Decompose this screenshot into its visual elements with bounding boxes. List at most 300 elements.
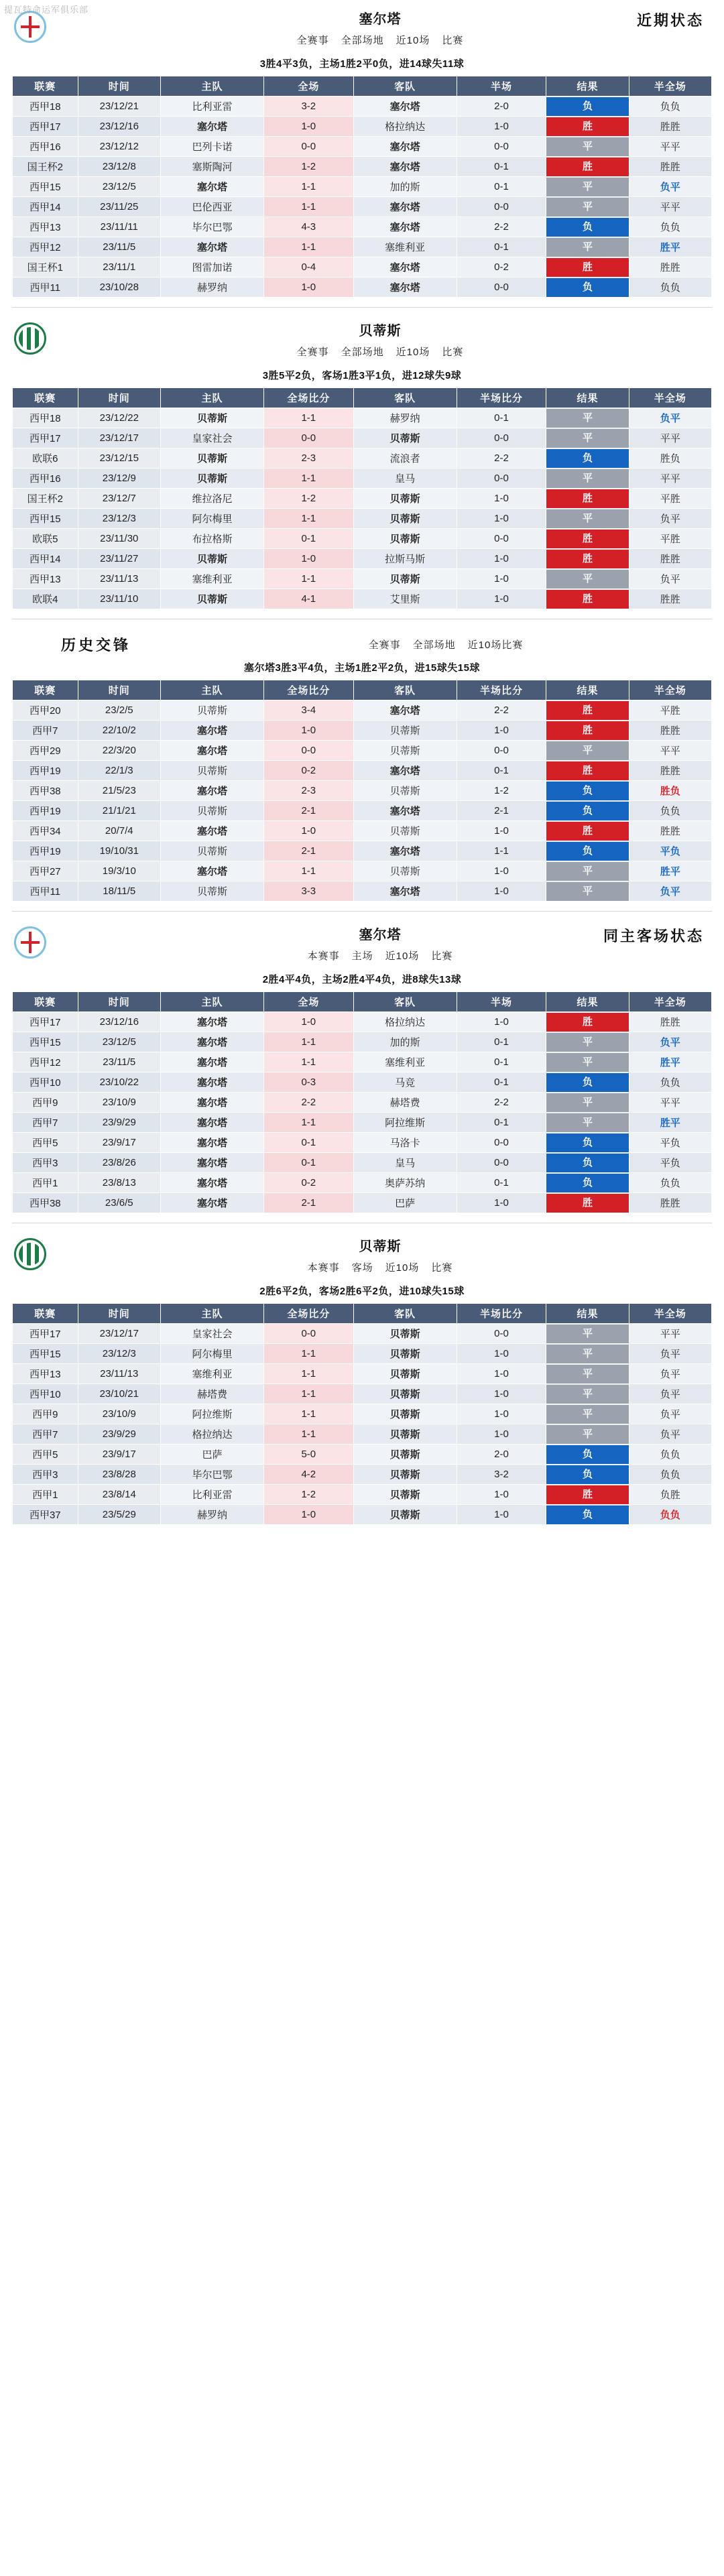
half-full-value: 平负 bbox=[660, 1138, 680, 1149]
filter-chip[interactable]: 近10场 bbox=[396, 347, 430, 358]
cell-league: 西甲14 bbox=[13, 549, 78, 569]
table-row[interactable] bbox=[13, 1505, 712, 1525]
cell-home-team: 赫罗纳 bbox=[160, 278, 263, 298]
half-full-value: 平平 bbox=[660, 141, 680, 153]
cell-halftime-score: 1-0 bbox=[457, 821, 546, 841]
cell-time: 21/5/23 bbox=[78, 781, 160, 801]
cell-time: 23/12/7 bbox=[78, 489, 160, 509]
column-header: 全场比分 bbox=[264, 680, 354, 700]
cell-fulltime-score: 1-1 bbox=[264, 1344, 354, 1364]
table-row[interactable] bbox=[13, 237, 712, 257]
section-summary: 3胜5平2负，客场1胜3平1负，进12球失9球 bbox=[262, 370, 462, 381]
cell-half-full bbox=[629, 1424, 711, 1445]
result-badge: 胜 bbox=[546, 258, 628, 277]
cell-home-team: 塞尔塔 bbox=[160, 861, 263, 881]
column-header: 结果 bbox=[546, 76, 629, 97]
half-full-value: 负负 bbox=[660, 222, 680, 233]
column-header: 联赛 bbox=[13, 76, 78, 97]
cell-league: 西甲34 bbox=[13, 821, 78, 841]
result-badge: 平 bbox=[546, 1425, 628, 1444]
column-header: 全场 bbox=[264, 992, 354, 1012]
result-badge: 平 bbox=[546, 178, 628, 196]
cell-time: 23/2/5 bbox=[78, 700, 160, 721]
table-row[interactable] bbox=[13, 489, 712, 509]
cell-half-full bbox=[629, 1113, 711, 1133]
half-full-value: 负平 bbox=[660, 574, 680, 585]
table-row[interactable] bbox=[13, 197, 712, 217]
section-celta-recent bbox=[0, 0, 724, 298]
table-row[interactable] bbox=[13, 157, 712, 177]
cell-result bbox=[546, 529, 629, 549]
cell-away-team: 塞尔塔 bbox=[353, 157, 457, 177]
cell-result bbox=[546, 489, 629, 509]
cell-away-team: 格拉纳达 bbox=[353, 117, 457, 137]
table-row[interactable] bbox=[13, 137, 712, 157]
cell-fulltime-score: 1-1 bbox=[264, 197, 354, 217]
cell-away-team: 贝蒂斯 bbox=[353, 741, 457, 761]
cell-halftime-score: 0-1 bbox=[457, 157, 546, 177]
cell-half-full bbox=[629, 1072, 711, 1093]
section-corner-title: 历史交锋 bbox=[60, 637, 131, 654]
cell-result bbox=[546, 157, 629, 177]
cell-home-team: 塞尔塔 bbox=[160, 1113, 263, 1133]
table-row[interactable] bbox=[13, 1424, 712, 1445]
table-row[interactable] bbox=[13, 408, 712, 428]
filter-chip[interactable]: 全赛事 bbox=[368, 639, 401, 651]
cell-fulltime-score: 2-1 bbox=[264, 801, 354, 821]
cell-away-team: 皇马 bbox=[353, 1153, 457, 1173]
cell-time: 23/12/3 bbox=[78, 509, 160, 529]
result-badge: 平 bbox=[546, 198, 628, 217]
cell-time: 23/12/21 bbox=[78, 97, 160, 117]
half-full-value: 平胜 bbox=[660, 705, 680, 717]
cell-half-full bbox=[629, 1344, 711, 1364]
cell-league: 西甲17 bbox=[13, 428, 78, 448]
filters bbox=[48, 1260, 712, 1274]
cell-time: 23/12/16 bbox=[78, 1012, 160, 1032]
filter-chip[interactable]: 比赛 bbox=[442, 347, 464, 358]
cell-half-full bbox=[629, 841, 711, 861]
table-row[interactable] bbox=[13, 529, 712, 549]
cell-half-full bbox=[629, 137, 711, 157]
column-header: 联赛 bbox=[13, 680, 78, 700]
cell-halftime-score: 1-0 bbox=[457, 1364, 546, 1384]
table-row[interactable] bbox=[13, 761, 712, 781]
cell-result bbox=[546, 1153, 629, 1173]
cell-time: 23/10/21 bbox=[78, 1384, 160, 1404]
cell-halftime-score: 0-1 bbox=[457, 1173, 546, 1193]
table-row[interactable] bbox=[13, 1465, 712, 1485]
cell-time: 23/11/1 bbox=[78, 257, 160, 278]
table-row[interactable] bbox=[13, 1193, 712, 1213]
column-header: 时间 bbox=[78, 992, 160, 1012]
table-row[interactable] bbox=[13, 569, 712, 589]
cell-half-full bbox=[629, 1052, 711, 1072]
cell-time: 23/9/17 bbox=[78, 1445, 160, 1465]
table-row[interactable] bbox=[13, 1153, 712, 1173]
cell-fulltime-score: 0-4 bbox=[264, 257, 354, 278]
cell-halftime-score: 1-0 bbox=[457, 721, 546, 741]
cell-half-full bbox=[629, 117, 711, 137]
cell-time: 23/12/9 bbox=[78, 469, 160, 489]
cell-fulltime-score: 1-1 bbox=[264, 1424, 354, 1445]
cell-time: 23/11/13 bbox=[78, 569, 160, 589]
table-row[interactable] bbox=[13, 700, 712, 721]
cell-half-full bbox=[629, 881, 711, 902]
result-badge: 负 bbox=[546, 278, 628, 297]
cell-halftime-score: 0-1 bbox=[457, 408, 546, 428]
table-row[interactable] bbox=[13, 1113, 712, 1133]
filter-chip[interactable]: 本赛事 bbox=[307, 950, 340, 962]
cell-fulltime-score: 3-2 bbox=[264, 97, 354, 117]
table-row[interactable] bbox=[13, 1445, 712, 1465]
cell-halftime-score: 0-0 bbox=[457, 1153, 546, 1173]
cell-home-team: 巴伦西亚 bbox=[160, 197, 263, 217]
cell-league: 西甲5 bbox=[13, 1133, 78, 1153]
cell-league: 西甲17 bbox=[13, 117, 78, 137]
filter-chip[interactable]: 比赛 bbox=[442, 35, 464, 46]
cell-halftime-score: 1-0 bbox=[457, 117, 546, 137]
cell-half-full bbox=[629, 1324, 711, 1344]
filter-chip[interactable]: 本赛事 bbox=[307, 1262, 340, 1274]
column-header: 主队 bbox=[160, 388, 263, 408]
cell-league: 西甲16 bbox=[13, 469, 78, 489]
half-full-value: 胜负 bbox=[660, 453, 680, 465]
cell-result bbox=[546, 721, 629, 741]
cell-fulltime-score: 2-2 bbox=[264, 1093, 354, 1113]
cell-fulltime-score: 0-3 bbox=[264, 1072, 354, 1093]
table-row[interactable] bbox=[13, 1384, 712, 1404]
cell-half-full bbox=[629, 448, 711, 469]
cell-league: 西甲13 bbox=[13, 569, 78, 589]
section-header bbox=[12, 7, 712, 51]
cell-halftime-score: 1-0 bbox=[457, 489, 546, 509]
cell-half-full bbox=[629, 1093, 711, 1113]
section-betis-away bbox=[0, 1227, 724, 1525]
table-row[interactable] bbox=[13, 781, 712, 801]
cell-result bbox=[546, 1193, 629, 1213]
half-full-value: 胜平 bbox=[660, 1057, 680, 1068]
result-badge: 胜 bbox=[546, 530, 628, 548]
table-row[interactable] bbox=[13, 217, 712, 237]
cell-league: 西甲15 bbox=[13, 177, 78, 197]
cell-fulltime-score: 0-0 bbox=[264, 137, 354, 157]
cell-result bbox=[546, 1173, 629, 1193]
cell-league: 西甲10 bbox=[13, 1384, 78, 1404]
cell-result bbox=[546, 700, 629, 721]
filter-chip[interactable]: 近10场 bbox=[385, 1262, 420, 1274]
filter-chip[interactable]: 近10场 bbox=[385, 950, 420, 962]
table-row[interactable] bbox=[13, 741, 712, 761]
cell-time: 23/12/17 bbox=[78, 428, 160, 448]
table-row[interactable] bbox=[13, 428, 712, 448]
cell-away-team: 贝蒂斯 bbox=[353, 821, 457, 841]
result-badge: 胜 bbox=[546, 721, 628, 740]
cell-league: 西甲20 bbox=[13, 700, 78, 721]
cell-league: 西甲37 bbox=[13, 1505, 78, 1525]
column-header: 半场 bbox=[457, 76, 546, 97]
cell-half-full bbox=[629, 1404, 711, 1424]
result-badge: 胜 bbox=[546, 1013, 628, 1032]
cell-halftime-score: 1-0 bbox=[457, 509, 546, 529]
cell-league: 欧联6 bbox=[13, 448, 78, 469]
cell-fulltime-score: 0-1 bbox=[264, 1133, 354, 1153]
cell-time: 23/8/13 bbox=[78, 1173, 160, 1193]
table-row[interactable] bbox=[13, 117, 712, 137]
cell-half-full bbox=[629, 1445, 711, 1465]
table-row[interactable] bbox=[13, 509, 712, 529]
cell-halftime-score: 2-1 bbox=[457, 801, 546, 821]
table-row[interactable] bbox=[13, 881, 712, 902]
cell-fulltime-score: 1-2 bbox=[264, 489, 354, 509]
cell-half-full bbox=[629, 781, 711, 801]
filter-chip[interactable]: 比赛 bbox=[431, 950, 453, 962]
result-badge: 负 bbox=[546, 449, 628, 468]
filter-chip[interactable]: 近10场比赛 bbox=[467, 639, 524, 651]
cell-halftime-score: 0-0 bbox=[457, 137, 546, 157]
filter-chip[interactable]: 近10场 bbox=[396, 35, 430, 46]
table-row[interactable] bbox=[13, 1344, 712, 1364]
cell-time: 23/11/25 bbox=[78, 197, 160, 217]
column-header: 全场比分 bbox=[264, 388, 354, 408]
result-badge: 胜 bbox=[546, 550, 628, 568]
half-full-value: 负平 bbox=[660, 1369, 680, 1380]
table-row[interactable] bbox=[13, 177, 712, 197]
cell-home-team: 赫罗纳 bbox=[160, 1505, 263, 1525]
cell-league: 西甲19 bbox=[13, 761, 78, 781]
table-header-row bbox=[13, 76, 712, 97]
cell-home-team: 塞尔塔 bbox=[160, 1052, 263, 1072]
column-header: 半全场 bbox=[629, 992, 711, 1012]
cell-away-team: 塞尔塔 bbox=[353, 217, 457, 237]
cell-fulltime-score: 2-3 bbox=[264, 448, 354, 469]
cell-half-full bbox=[629, 197, 711, 217]
table-row[interactable] bbox=[13, 97, 712, 117]
filter-chip[interactable]: 主场 bbox=[351, 950, 373, 962]
cell-home-team: 贝蒂斯 bbox=[160, 761, 263, 781]
stats-table bbox=[12, 76, 712, 298]
cell-time: 23/12/16 bbox=[78, 117, 160, 137]
result-badge: 平 bbox=[546, 509, 628, 528]
column-header: 时间 bbox=[78, 76, 160, 97]
cell-halftime-score: 0-1 bbox=[457, 1032, 546, 1052]
half-full-value: 负平 bbox=[660, 513, 680, 525]
column-header: 联赛 bbox=[13, 992, 78, 1012]
column-header: 结果 bbox=[546, 388, 629, 408]
cell-time: 23/6/5 bbox=[78, 1193, 160, 1213]
cell-home-team: 贝蒂斯 bbox=[160, 700, 263, 721]
half-full-value: 胜胜 bbox=[660, 162, 680, 173]
table-row[interactable] bbox=[13, 1052, 712, 1072]
cell-league: 西甲18 bbox=[13, 408, 78, 428]
column-header: 半全场 bbox=[629, 680, 711, 700]
result-badge: 平 bbox=[546, 469, 628, 488]
cell-result bbox=[546, 781, 629, 801]
cell-away-team: 贝蒂斯 bbox=[353, 1404, 457, 1424]
section-head-to-head bbox=[0, 623, 724, 902]
cell-fulltime-score: 4-3 bbox=[264, 217, 354, 237]
filter-chip[interactable]: 比赛 bbox=[431, 1262, 453, 1274]
cell-home-team: 比利亚雷 bbox=[160, 1485, 263, 1505]
result-badge: 负 bbox=[546, 842, 628, 861]
table-row[interactable] bbox=[13, 1364, 712, 1384]
cell-home-team: 贝蒂斯 bbox=[160, 801, 263, 821]
half-full-value: 胜平 bbox=[660, 1117, 680, 1129]
cell-time: 23/11/10 bbox=[78, 589, 160, 609]
cell-half-full bbox=[629, 489, 711, 509]
cell-league: 西甲19 bbox=[13, 841, 78, 861]
cell-away-team: 贝蒂斯 bbox=[353, 861, 457, 881]
table-row[interactable] bbox=[13, 1485, 712, 1505]
cell-home-team: 贝蒂斯 bbox=[160, 841, 263, 861]
cell-away-team: 格拉纳达 bbox=[353, 1012, 457, 1032]
cell-result bbox=[546, 1465, 629, 1485]
cell-fulltime-score: 2-3 bbox=[264, 781, 354, 801]
column-header: 主队 bbox=[160, 1304, 263, 1324]
table-row[interactable] bbox=[13, 1133, 712, 1153]
stats-table bbox=[12, 991, 712, 1213]
table-row[interactable] bbox=[13, 1324, 712, 1344]
cell-halftime-score: 1-0 bbox=[457, 1424, 546, 1445]
result-badge: 平 bbox=[546, 1093, 628, 1112]
half-full-value: 负负 bbox=[660, 282, 680, 294]
cell-time: 19/3/10 bbox=[78, 861, 160, 881]
cell-result bbox=[546, 1384, 629, 1404]
cell-halftime-score: 2-0 bbox=[457, 97, 546, 117]
half-full-value: 胜胜 bbox=[660, 765, 680, 777]
table-row[interactable] bbox=[13, 257, 712, 278]
filter-chip[interactable]: 全赛事 bbox=[296, 35, 329, 46]
table-row[interactable] bbox=[13, 861, 712, 881]
cell-league: 西甲15 bbox=[13, 509, 78, 529]
history-header bbox=[12, 630, 712, 655]
cell-league: 西甲29 bbox=[13, 741, 78, 761]
stats-table bbox=[12, 387, 712, 609]
cell-home-team: 皇家社会 bbox=[160, 428, 263, 448]
cell-away-team: 奥萨苏纳 bbox=[353, 1173, 457, 1193]
cell-home-team: 塞尔塔 bbox=[160, 781, 263, 801]
cell-away-team: 贝蒂斯 bbox=[353, 1384, 457, 1404]
cell-home-team: 贝蒂斯 bbox=[160, 448, 263, 469]
cell-result bbox=[546, 569, 629, 589]
cell-halftime-score: 1-0 bbox=[457, 589, 546, 609]
result-badge: 平 bbox=[546, 1405, 628, 1424]
cell-fulltime-score: 0-1 bbox=[264, 1153, 354, 1173]
result-badge: 胜 bbox=[546, 701, 628, 720]
column-header: 主队 bbox=[160, 992, 263, 1012]
filter-chip[interactable]: 全部场地 bbox=[341, 35, 384, 46]
result-badge: 胜 bbox=[546, 1485, 628, 1504]
table-row[interactable] bbox=[13, 1072, 712, 1093]
table-row[interactable] bbox=[13, 549, 712, 569]
cell-half-full bbox=[629, 97, 711, 117]
cell-half-full bbox=[629, 157, 711, 177]
half-full-value: 平平 bbox=[660, 473, 680, 485]
result-badge: 胜 bbox=[546, 1194, 628, 1213]
half-full-value: 负负 bbox=[660, 1178, 680, 1189]
column-header: 客队 bbox=[353, 992, 457, 1012]
cell-halftime-score: 1-0 bbox=[457, 1505, 546, 1525]
cell-time: 23/10/28 bbox=[78, 278, 160, 298]
cell-league: 西甲1 bbox=[13, 1173, 78, 1193]
cell-fulltime-score: 1-0 bbox=[264, 821, 354, 841]
cell-time: 23/10/9 bbox=[78, 1404, 160, 1424]
filter-chip[interactable]: 全赛事 bbox=[296, 347, 329, 358]
result-badge: 平 bbox=[546, 570, 628, 589]
cell-half-full bbox=[629, 741, 711, 761]
cell-home-team: 贝蒂斯 bbox=[160, 589, 263, 609]
filter-chip[interactable]: 全部场地 bbox=[341, 347, 384, 358]
cell-away-team: 贝蒂斯 bbox=[353, 509, 457, 529]
result-badge: 平 bbox=[546, 1325, 628, 1343]
cell-home-team: 塞尔塔 bbox=[160, 1133, 263, 1153]
table-header-row bbox=[13, 680, 712, 700]
filter-chip[interactable]: 客场 bbox=[351, 1262, 373, 1274]
cell-league: 西甲17 bbox=[13, 1324, 78, 1344]
cell-halftime-score: 2-2 bbox=[457, 217, 546, 237]
table-row[interactable] bbox=[13, 801, 712, 821]
section-divider bbox=[12, 307, 712, 308]
cell-fulltime-score: 1-0 bbox=[264, 278, 354, 298]
result-badge: 负 bbox=[546, 802, 628, 820]
cell-time: 23/10/9 bbox=[78, 1093, 160, 1113]
half-full-value: 平平 bbox=[660, 433, 680, 444]
table-row[interactable] bbox=[13, 1032, 712, 1052]
cell-halftime-score: 2-2 bbox=[457, 1093, 546, 1113]
half-full-value: 平平 bbox=[660, 1329, 680, 1340]
celta-crest-icon bbox=[12, 925, 48, 963]
cell-result bbox=[546, 1445, 629, 1465]
cell-halftime-score: 0-0 bbox=[457, 469, 546, 489]
cell-home-team: 塞尔塔 bbox=[160, 1032, 263, 1052]
table-row[interactable] bbox=[13, 841, 712, 861]
cell-half-full bbox=[629, 1465, 711, 1485]
table-row[interactable] bbox=[13, 278, 712, 298]
cell-fulltime-score: 1-1 bbox=[264, 1032, 354, 1052]
result-badge: 平 bbox=[546, 137, 628, 156]
stats-table bbox=[12, 1303, 712, 1525]
table-row[interactable] bbox=[13, 1093, 712, 1113]
filters bbox=[48, 33, 712, 47]
table-row[interactable] bbox=[13, 821, 712, 841]
table-row[interactable] bbox=[13, 721, 712, 741]
table-row[interactable] bbox=[13, 469, 712, 489]
table-row[interactable] bbox=[13, 1404, 712, 1424]
cell-result bbox=[546, 1012, 629, 1032]
cell-result bbox=[546, 1072, 629, 1093]
cell-fulltime-score: 5-0 bbox=[264, 1445, 354, 1465]
cell-result bbox=[546, 1032, 629, 1052]
result-badge: 负 bbox=[546, 1445, 628, 1464]
half-full-value: 平胜 bbox=[660, 493, 680, 505]
result-badge: 平 bbox=[546, 741, 628, 760]
cell-away-team: 拉斯马斯 bbox=[353, 549, 457, 569]
table-row[interactable] bbox=[13, 589, 712, 609]
section-summary: 2胜6平2负，客场2胜6平2负，进10球失15球 bbox=[259, 1286, 465, 1297]
column-header: 联赛 bbox=[13, 388, 78, 408]
half-full-value: 平平 bbox=[660, 1097, 680, 1109]
filter-chip[interactable]: 全部场地 bbox=[412, 639, 456, 651]
cell-away-team: 贝蒂斯 bbox=[353, 1344, 457, 1364]
cell-result bbox=[546, 469, 629, 489]
cell-half-full bbox=[629, 1485, 711, 1505]
table-row[interactable] bbox=[13, 1173, 712, 1193]
cell-time: 23/12/5 bbox=[78, 177, 160, 197]
table-row[interactable] bbox=[13, 1012, 712, 1032]
table-row[interactable] bbox=[13, 448, 712, 469]
cell-half-full bbox=[629, 1193, 711, 1213]
cell-half-full bbox=[629, 861, 711, 881]
